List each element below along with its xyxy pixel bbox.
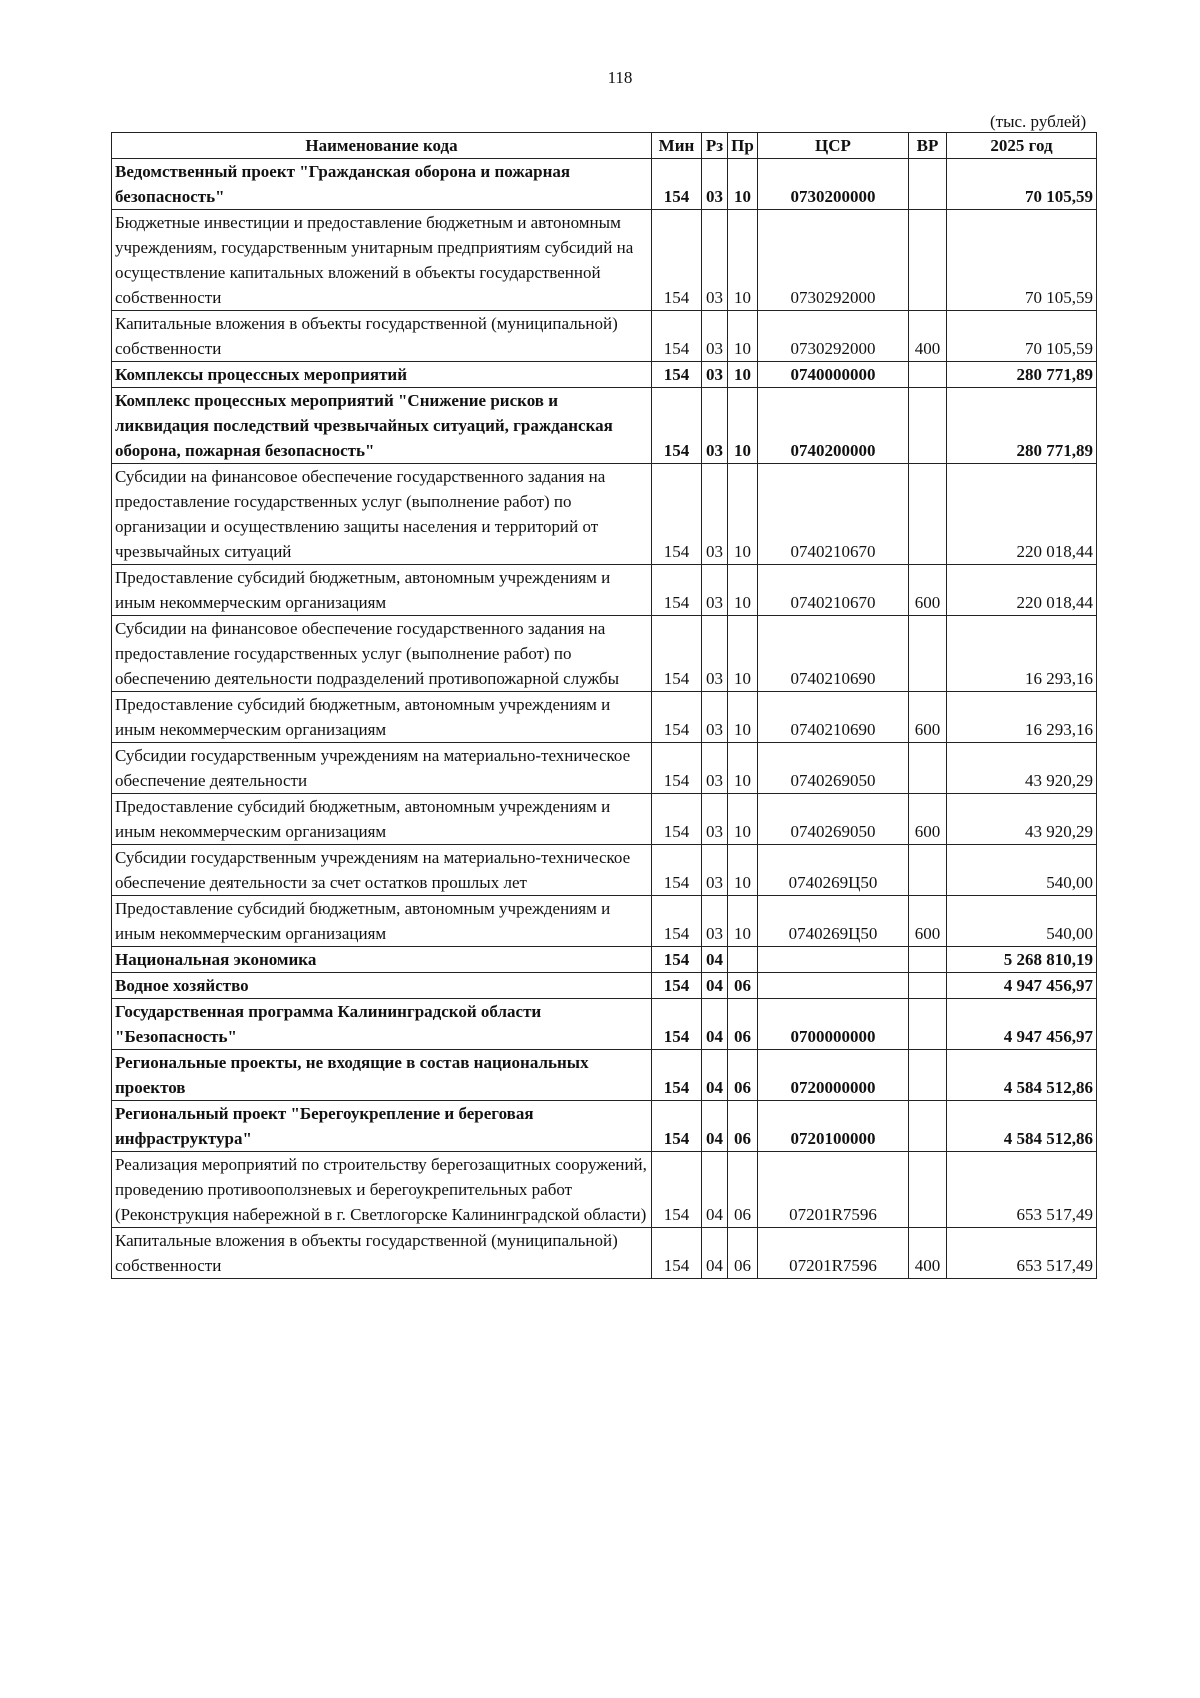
cell-csr: 0740269Ц50 <box>758 845 909 896</box>
cell-amount: 4 947 456,97 <box>947 973 1097 999</box>
cell-amount: 540,00 <box>947 896 1097 947</box>
cell-amount: 43 920,29 <box>947 794 1097 845</box>
cell-rz: 03 <box>702 692 728 743</box>
header-vr: ВР <box>909 133 947 159</box>
cell-amount: 653 517,49 <box>947 1152 1097 1228</box>
cell-name: Субсидии на финансовое обеспечение государственного задания на предоставление государственных услуг (выполнение работ) по обеспечению деятельности подразделений противопожарной службы <box>112 616 652 692</box>
table-row <box>112 464 1097 565</box>
cell-rz: 03 <box>702 362 728 388</box>
cell-rz: 04 <box>702 1101 728 1152</box>
cell-min: 154 <box>652 159 702 210</box>
cell-amount: 16 293,16 <box>947 616 1097 692</box>
cell-vr <box>909 947 947 973</box>
units-label: (тыс. рублей) <box>990 112 1087 131</box>
cell-name: Региональные проекты, не входящие в состав национальных проектов <box>112 1050 652 1101</box>
cell-amount: 4 584 512,86 <box>947 1101 1097 1152</box>
cell-pr: 06 <box>728 1152 758 1228</box>
cell-name: Водное хозяйство <box>112 973 652 999</box>
cell-amount: 43 920,29 <box>947 743 1097 794</box>
cell-min: 154 <box>652 743 702 794</box>
cell-rz: 03 <box>702 464 728 565</box>
table-row <box>112 159 1097 210</box>
cell-pr: 06 <box>728 973 758 999</box>
cell-min: 154 <box>652 565 702 616</box>
cell-name: Ведомственный проект "Гражданская оборона и пожарная безопасность" <box>112 159 652 210</box>
cell-amount: 653 517,49 <box>947 1228 1097 1279</box>
cell-rz: 03 <box>702 311 728 362</box>
cell-csr: 0730292000 <box>758 311 909 362</box>
cell-min: 154 <box>652 362 702 388</box>
cell-vr <box>909 362 947 388</box>
cell-pr: 10 <box>728 794 758 845</box>
cell-pr: 06 <box>728 1050 758 1101</box>
cell-name: Капитальные вложения в объекты государственной (муниципальной) собственности <box>112 1228 652 1279</box>
cell-name: Предоставление субсидий бюджетным, автономным учреждениям и иным некоммерческим организациям <box>112 692 652 743</box>
cell-rz: 04 <box>702 1050 728 1101</box>
cell-pr: 10 <box>728 845 758 896</box>
cell-name: Комплексы процессных мероприятий <box>112 362 652 388</box>
cell-name: Субсидии государственным учреждениям на материально-техническое обеспечение деятельности <box>112 743 652 794</box>
cell-min: 154 <box>652 388 702 464</box>
cell-name: Государственная программа Калининградской области "Безопасность" <box>112 999 652 1050</box>
cell-rz: 03 <box>702 743 728 794</box>
table-row <box>112 743 1097 794</box>
cell-amount: 5 268 810,19 <box>947 947 1097 973</box>
table-row <box>112 947 1097 973</box>
cell-vr: 400 <box>909 1228 947 1279</box>
table-row <box>112 565 1097 616</box>
cell-csr: 0740269050 <box>758 743 909 794</box>
cell-rz: 04 <box>702 1152 728 1228</box>
cell-vr <box>909 999 947 1050</box>
cell-pr: 10 <box>728 210 758 311</box>
cell-min: 154 <box>652 692 702 743</box>
cell-amount: 220 018,44 <box>947 464 1097 565</box>
cell-vr <box>909 845 947 896</box>
cell-vr: 600 <box>909 896 947 947</box>
table-row <box>112 1101 1097 1152</box>
cell-min: 154 <box>652 896 702 947</box>
cell-pr: 06 <box>728 999 758 1050</box>
cell-rz: 03 <box>702 565 728 616</box>
cell-name: Субсидии на финансовое обеспечение государственного задания на предоставление государственных услуг (выполнение работ) по организации и осуществлению защиты населения и территорий от чрезвычайных ситуаций <box>112 464 652 565</box>
cell-rz: 03 <box>702 210 728 311</box>
table-row <box>112 210 1097 311</box>
cell-min: 154 <box>652 845 702 896</box>
cell-pr: 10 <box>728 896 758 947</box>
cell-vr <box>909 388 947 464</box>
cell-pr: 10 <box>728 464 758 565</box>
cell-csr: 0740210690 <box>758 692 909 743</box>
cell-rz: 04 <box>702 973 728 999</box>
cell-csr: 0730292000 <box>758 210 909 311</box>
cell-csr: 0740210670 <box>758 464 909 565</box>
cell-vr <box>909 743 947 794</box>
header-csr: ЦСР <box>758 133 909 159</box>
budget-table <box>111 132 1097 1279</box>
table-row <box>112 896 1097 947</box>
cell-min: 154 <box>652 1228 702 1279</box>
cell-min: 154 <box>652 947 702 973</box>
cell-min: 154 <box>652 794 702 845</box>
table-row <box>112 311 1097 362</box>
cell-pr: 10 <box>728 159 758 210</box>
cell-pr: 10 <box>728 692 758 743</box>
cell-name: Комплекс процессных мероприятий "Снижение рисков и ликвидация последствий чрезвычайных ситуаций, гражданская оборона, пожарная безопасность" <box>112 388 652 464</box>
table-row <box>112 616 1097 692</box>
cell-name: Предоставление субсидий бюджетным, автономным учреждениям и иным некоммерческим организациям <box>112 565 652 616</box>
cell-pr: 10 <box>728 743 758 794</box>
cell-min: 154 <box>652 973 702 999</box>
cell-name: Предоставление субсидий бюджетным, автономным учреждениям и иным некоммерческим организациям <box>112 896 652 947</box>
header-name: Наименование кода <box>112 133 652 159</box>
cell-amount: 70 105,59 <box>947 210 1097 311</box>
table-row <box>112 1050 1097 1101</box>
cell-rz: 04 <box>702 947 728 973</box>
cell-pr: 06 <box>728 1101 758 1152</box>
header-rz: Рз <box>702 133 728 159</box>
cell-name: Национальная экономика <box>112 947 652 973</box>
cell-amount: 540,00 <box>947 845 1097 896</box>
cell-min: 154 <box>652 1050 702 1101</box>
cell-rz: 03 <box>702 845 728 896</box>
cell-csr: 0720000000 <box>758 1050 909 1101</box>
cell-name: Капитальные вложения в объекты государственной (муниципальной) собственности <box>112 311 652 362</box>
cell-amount: 70 105,59 <box>947 311 1097 362</box>
cell-vr: 400 <box>909 311 947 362</box>
cell-pr: 06 <box>728 1228 758 1279</box>
table-header-row <box>112 133 1097 159</box>
cell-csr: 0740210670 <box>758 565 909 616</box>
table-row <box>112 1228 1097 1279</box>
page-number: 118 <box>607 68 633 87</box>
cell-vr: 600 <box>909 565 947 616</box>
cell-pr: 10 <box>728 565 758 616</box>
cell-vr <box>909 159 947 210</box>
header-pr: Пр <box>728 133 758 159</box>
cell-amount: 4 584 512,86 <box>947 1050 1097 1101</box>
cell-min: 154 <box>652 999 702 1050</box>
cell-csr: 0740210690 <box>758 616 909 692</box>
cell-vr: 600 <box>909 794 947 845</box>
cell-amount: 220 018,44 <box>947 565 1097 616</box>
table-row <box>112 1152 1097 1228</box>
cell-csr: 0740269Ц50 <box>758 896 909 947</box>
header-year: 2025 год <box>947 133 1097 159</box>
cell-pr: 10 <box>728 388 758 464</box>
cell-csr: 07201R7596 <box>758 1152 909 1228</box>
table-row <box>112 999 1097 1050</box>
cell-vr <box>909 973 947 999</box>
cell-amount: 4 947 456,97 <box>947 999 1097 1050</box>
cell-pr <box>728 947 758 973</box>
cell-min: 154 <box>652 311 702 362</box>
table-row <box>112 692 1097 743</box>
cell-name: Предоставление субсидий бюджетным, автономным учреждениям и иным некоммерческим организациям <box>112 794 652 845</box>
cell-rz: 03 <box>702 159 728 210</box>
cell-vr <box>909 210 947 311</box>
cell-amount: 70 105,59 <box>947 159 1097 210</box>
cell-vr <box>909 1101 947 1152</box>
cell-csr <box>758 947 909 973</box>
cell-amount: 280 771,89 <box>947 388 1097 464</box>
cell-csr: 07201R7596 <box>758 1228 909 1279</box>
cell-min: 154 <box>652 464 702 565</box>
cell-rz: 04 <box>702 999 728 1050</box>
cell-vr <box>909 1050 947 1101</box>
cell-csr: 0720100000 <box>758 1101 909 1152</box>
cell-rz: 04 <box>702 1228 728 1279</box>
cell-vr <box>909 1152 947 1228</box>
table-body <box>112 159 1097 1279</box>
cell-pr: 10 <box>728 362 758 388</box>
cell-csr: 0740269050 <box>758 794 909 845</box>
table-row <box>112 362 1097 388</box>
cell-csr: 0730200000 <box>758 159 909 210</box>
cell-pr: 10 <box>728 616 758 692</box>
cell-amount: 16 293,16 <box>947 692 1097 743</box>
table-row <box>112 845 1097 896</box>
cell-rz: 03 <box>702 794 728 845</box>
cell-name: Региональный проект "Берегоукрепление и береговая инфраструктура" <box>112 1101 652 1152</box>
cell-rz: 03 <box>702 388 728 464</box>
cell-rz: 03 <box>702 896 728 947</box>
cell-csr <box>758 973 909 999</box>
cell-min: 154 <box>652 1152 702 1228</box>
table-row <box>112 973 1097 999</box>
cell-name: Реализация мероприятий по строительству берегозащитных сооружений, проведению противооползневых и берегоукрепительных работ (Реконструкция набережной в г. Светлогорске Калининградской области) <box>112 1152 652 1228</box>
cell-name: Бюджетные инвестиции и предоставление бюджетным и автономным учреждениям, государственным унитарным предприятиям субсидий на осуществление капитальных вложений в объекты государственной собственности <box>112 210 652 311</box>
cell-name: Субсидии государственным учреждениям на материально-техническое обеспечение деятельности за счет остатков прошлых лет <box>112 845 652 896</box>
cell-vr <box>909 616 947 692</box>
cell-min: 154 <box>652 210 702 311</box>
cell-rz: 03 <box>702 616 728 692</box>
cell-vr: 600 <box>909 692 947 743</box>
cell-vr <box>909 464 947 565</box>
cell-pr: 10 <box>728 311 758 362</box>
cell-csr: 0740000000 <box>758 362 909 388</box>
header-min: Мин <box>652 133 702 159</box>
table-row <box>112 794 1097 845</box>
table-row <box>112 388 1097 464</box>
cell-min: 154 <box>652 1101 702 1152</box>
cell-amount: 280 771,89 <box>947 362 1097 388</box>
cell-csr: 0700000000 <box>758 999 909 1050</box>
cell-min: 154 <box>652 616 702 692</box>
cell-csr: 0740200000 <box>758 388 909 464</box>
